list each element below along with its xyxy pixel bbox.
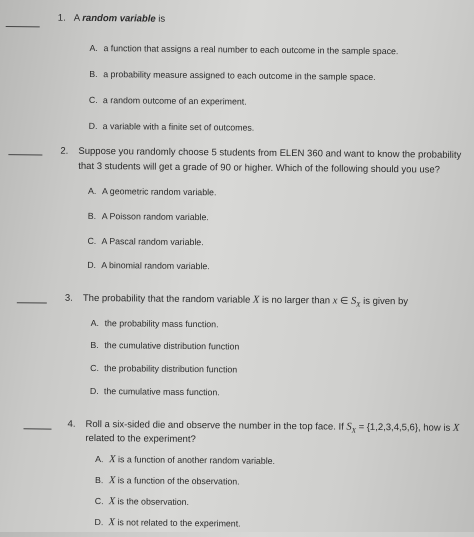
option-a[interactable]: A. A geometric random variable. [87, 185, 217, 198]
answer-blank-4[interactable] [24, 428, 52, 429]
option-b[interactable]: B. X is a function of the observation. [94, 475, 240, 487]
option-a[interactable]: A. a function that assigns a real number to each outcome in the sample space. [89, 42, 399, 57]
answer-blank-1[interactable] [6, 26, 40, 27]
option-c[interactable]: C. X is the observation. [94, 496, 190, 508]
option-b[interactable]: B. a probability measure assigned to each outcome in the sample space. [89, 68, 376, 82]
option-d[interactable]: D. X is not related to the experiment. [94, 517, 241, 529]
question-1 [0, 0, 474, 133]
option-c[interactable]: C. the probability distribution function [90, 362, 238, 375]
question-stem-line-1: Suppose you randomly choose 5 students from ELEN 360 and want to know the probability [78, 145, 462, 161]
question-number: 2. [60, 145, 69, 157]
question-number: 1. [57, 12, 66, 24]
option-b[interactable]: B. A Poisson random variable. [87, 210, 209, 223]
question-stem-line-2: related to the experiment? [85, 432, 196, 446]
option-c[interactable]: C. A Pascal random variable. [87, 235, 204, 248]
answer-blank-3[interactable] [17, 302, 47, 303]
option-d[interactable]: D. a variable with a finite set of outcomes. [88, 120, 255, 133]
question-stem: The probability that the random variable X is no larger than x ∈ $S_X$ is given by [82, 292, 409, 309]
option-d[interactable]: D. A binomial random variable. [87, 259, 210, 272]
option-b[interactable]: B. the cumulative distribution function [90, 339, 240, 352]
question-stem-line-1: Roll a six-sided die and observe the number in the top face. If $S_X = \{1,2,3,4,5,6\}$, how is X [85, 418, 460, 435]
option-c[interactable]: C. a random outcome of an experiment. [88, 94, 247, 107]
question-stem-line-2: that 3 students will get a grade of 90 or higher. Which of the following should you use? [78, 160, 441, 176]
option-d[interactable]: D. the cumulative mass function. [89, 385, 220, 398]
question-stem: A random variable is [73, 12, 166, 25]
question-number: 3. [64, 292, 73, 304]
option-a[interactable]: A. the probability mass function. [90, 317, 219, 330]
question-number: 4. [67, 418, 76, 430]
option-a[interactable]: A. X is a function of another random variable. [95, 454, 276, 466]
answer-blank-2[interactable] [8, 154, 42, 155]
